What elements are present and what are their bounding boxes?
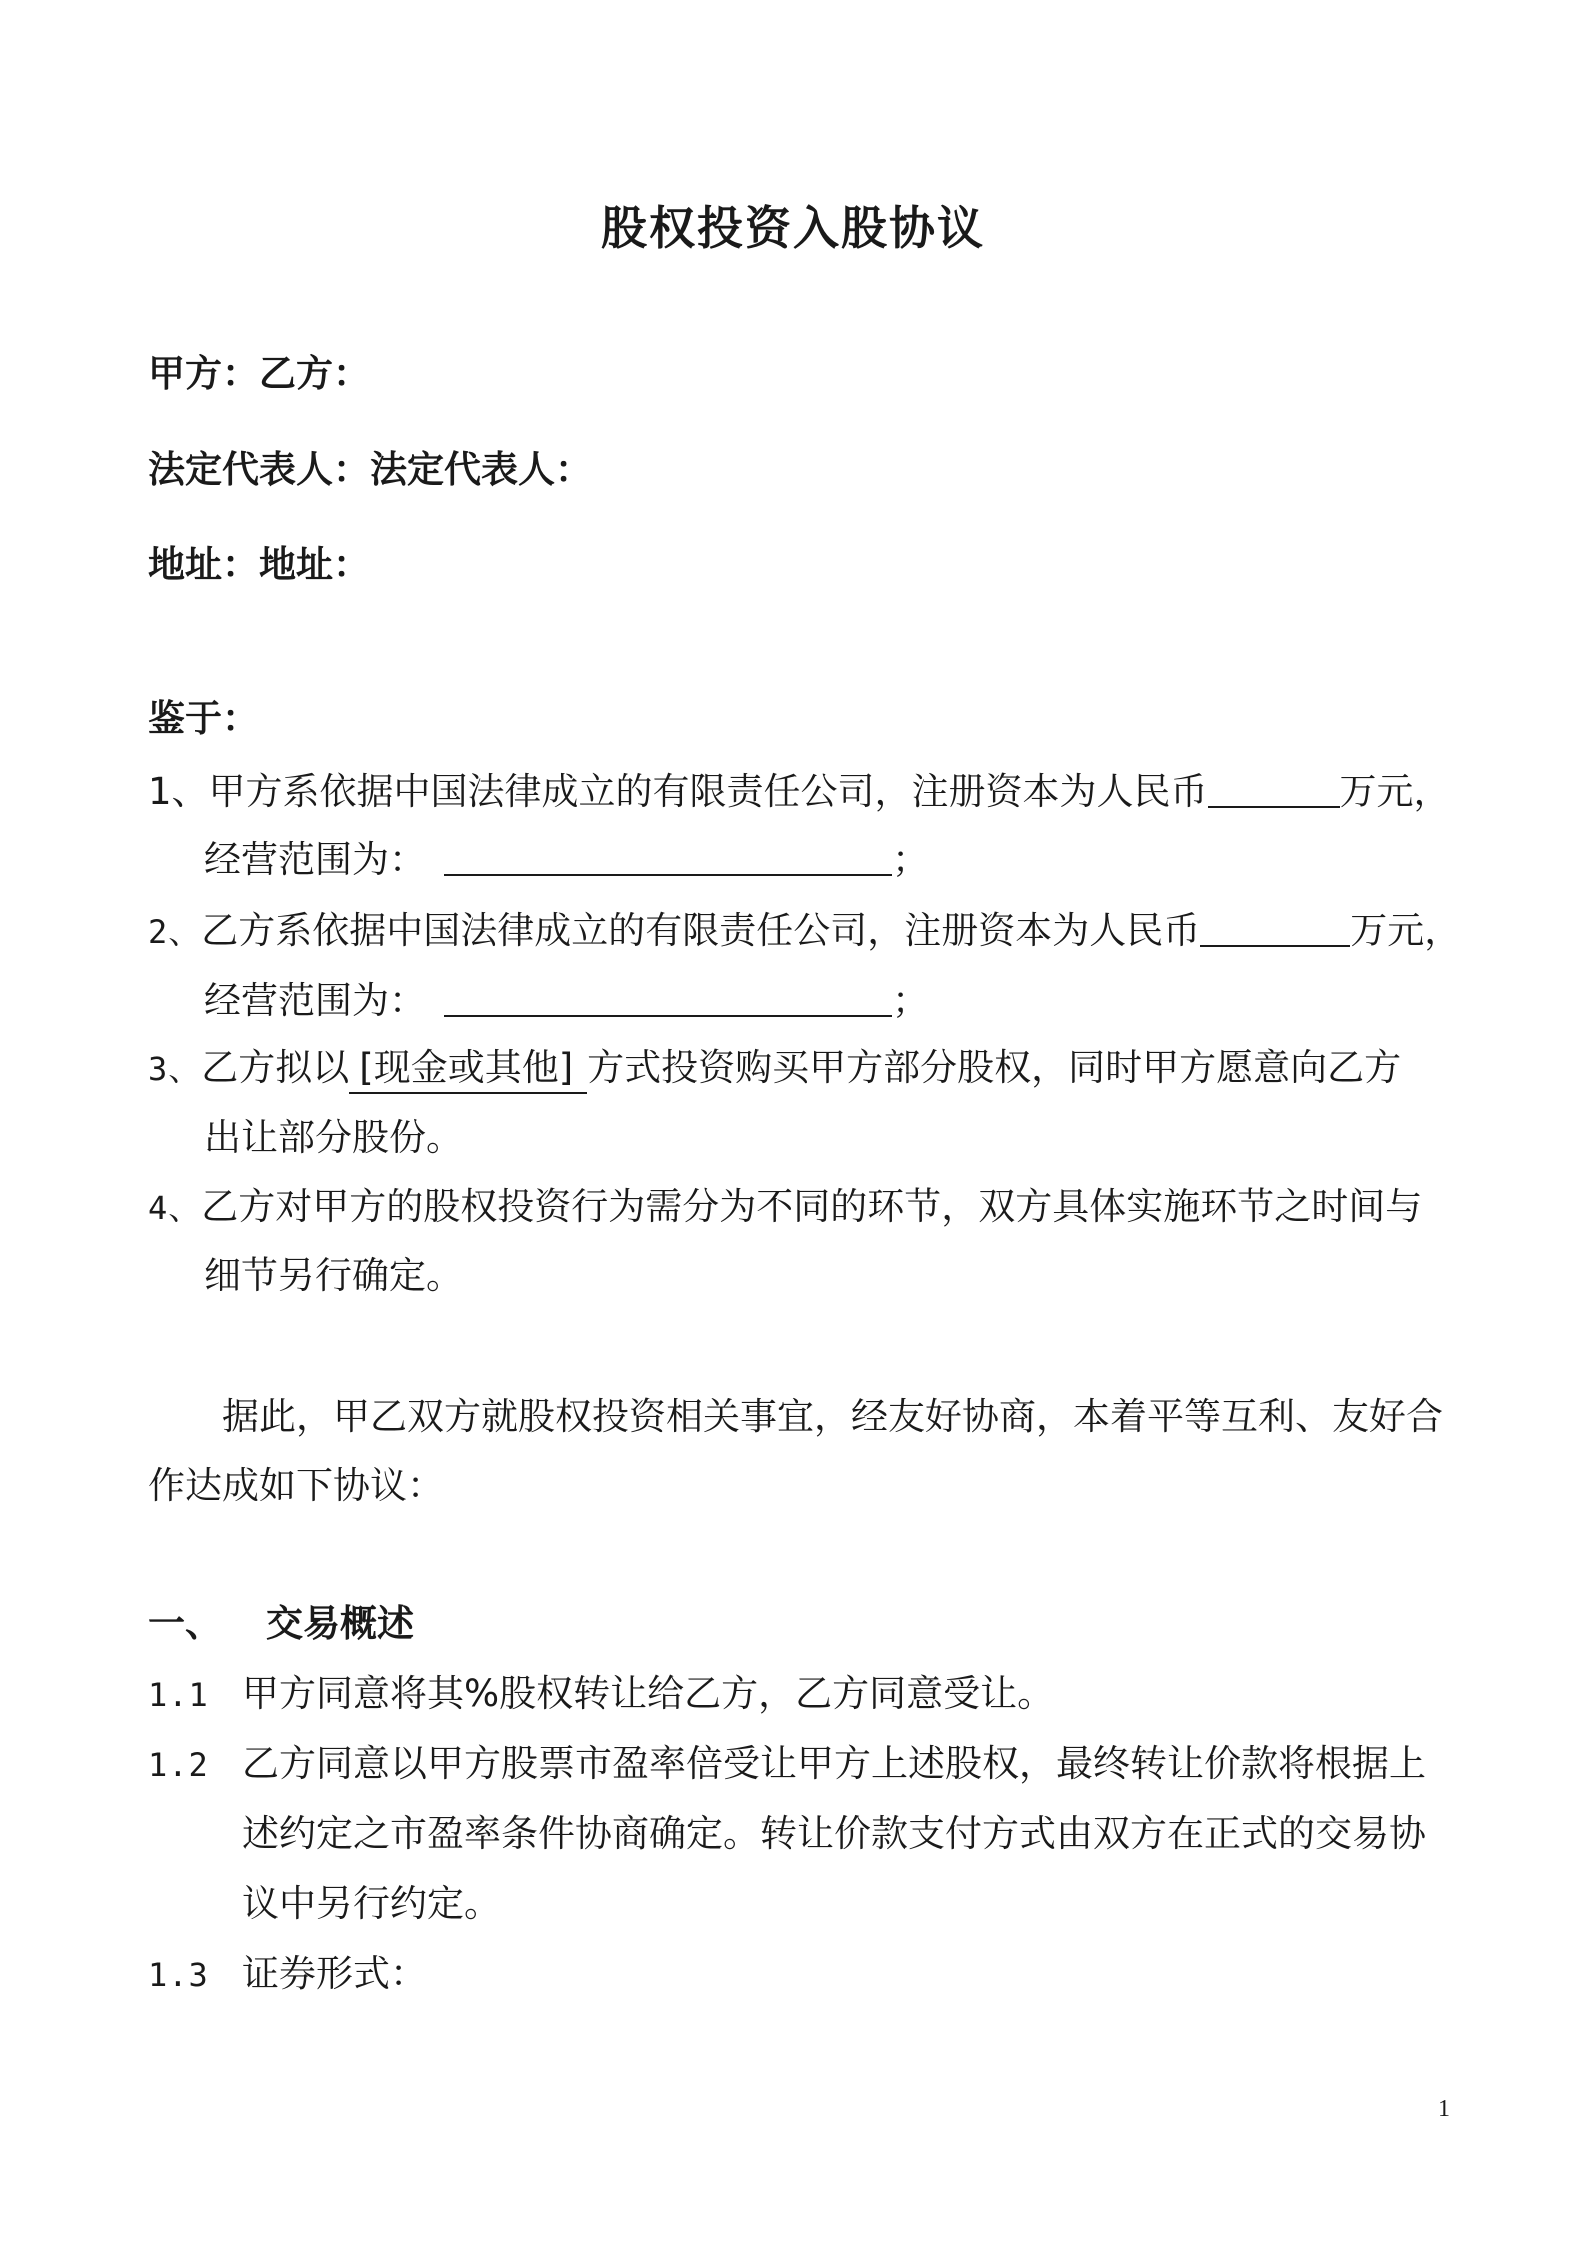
section-1-title: 交易概述 — [266, 1602, 414, 1645]
whereas-item-1-scope-label: 经营范围为： — [204, 838, 426, 881]
clause-1-2 — [148, 1740, 1426, 1789]
capital-blank-1[interactable] — [1208, 766, 1340, 808]
whereas-item-2-number: 2、 — [148, 913, 202, 951]
whereas-item-2-scope-end: ； — [892, 979, 929, 1022]
investment-method-field[interactable]: [现金或其他] — [349, 1044, 587, 1094]
whereas-item-1-number: 1、 — [148, 770, 209, 813]
whereas-item-3-continued: 出让部分股份。 — [204, 1116, 463, 1159]
whereas-heading: 鉴于： — [148, 697, 259, 740]
preamble-line-1: 据此，甲乙双方就股权投资相关事宜，经友好协商，本着平等互利、友好合 — [222, 1395, 1443, 1438]
whereas-item-3-text-b: 方式投资购买甲方部分股权，同时甲方愿意向乙方 — [587, 1046, 1402, 1089]
clause-1-1 — [148, 1670, 1054, 1719]
whereas-item-4 — [148, 1183, 1422, 1232]
whereas-item-2-text-b: 万元， — [1350, 909, 1462, 952]
section-1-heading — [148, 1600, 414, 1648]
party-line-representatives: 法定代表人：法定代表人： — [148, 448, 592, 491]
clause-1-1-text: 甲方同意将其%股权转让给乙方，乙方同意受让。 — [242, 1672, 1055, 1715]
whereas-item-3-text-a: 乙方拟以 — [201, 1046, 350, 1089]
whereas-item-1-text-a: 甲方系依据中国法律成立的有限责任公司，注册资本为人民币 — [208, 770, 1208, 813]
whereas-item-1-text-b: 万元， — [1339, 770, 1451, 813]
section-1-number: 一、 — [148, 1602, 222, 1645]
clause-1-2-line-3: 议中另行约定。 — [242, 1882, 501, 1925]
party-line-addresses: 地址：地址： — [148, 543, 370, 586]
whereas-item-2-scope — [204, 975, 929, 1025]
page-number: 1 — [1438, 2096, 1450, 2122]
whereas-item-3-number: 3、 — [148, 1050, 202, 1088]
capital-blank-2[interactable] — [1200, 905, 1350, 947]
whereas-item-4-text-a: 乙方对甲方的股权投资行为需分为不同的环节，双方具体实施环节之时间与 — [201, 1185, 1423, 1228]
whereas-item-4-number: 4、 — [148, 1189, 202, 1227]
whereas-item-1-scope — [204, 834, 929, 884]
whereas-item-2-text-a: 乙方系依据中国法律成立的有限责任公司，注册资本为人民币 — [201, 909, 1201, 952]
clause-1-2-line-1: 乙方同意以甲方股票市盈率倍受让甲方上述股权，最终转让价款将根据上 — [242, 1742, 1426, 1785]
clause-1-2-line-2: 述约定之市盈率条件协商确定。转让价款支付方式由双方在正式的交易协 — [242, 1812, 1426, 1855]
whereas-item-4-continued: 细节另行确定。 — [204, 1254, 463, 1297]
whereas-item-2 — [148, 905, 1461, 956]
clause-1-1-number: 1.1 — [148, 1676, 209, 1714]
whereas-item-2-scope-label: 经营范围为： — [204, 979, 426, 1022]
clause-1-3-number: 1.3 — [148, 1956, 209, 1994]
scope-blank-1[interactable] — [444, 834, 892, 876]
clause-1-2-number: 1.2 — [148, 1746, 209, 1784]
clause-1-3 — [148, 1950, 427, 1999]
party-line-names: 甲方：乙方： — [148, 352, 370, 395]
document-title: 股权投资入股协议 — [601, 201, 985, 255]
whereas-item-3 — [148, 1044, 1401, 1094]
whereas-item-1-scope-end: ； — [892, 838, 929, 881]
whereas-item-1 — [148, 766, 1451, 816]
clause-1-3-text: 证券形式： — [242, 1952, 427, 1995]
preamble-line-2: 作达成如下协议： — [148, 1464, 444, 1507]
scope-blank-2[interactable] — [444, 975, 892, 1017]
